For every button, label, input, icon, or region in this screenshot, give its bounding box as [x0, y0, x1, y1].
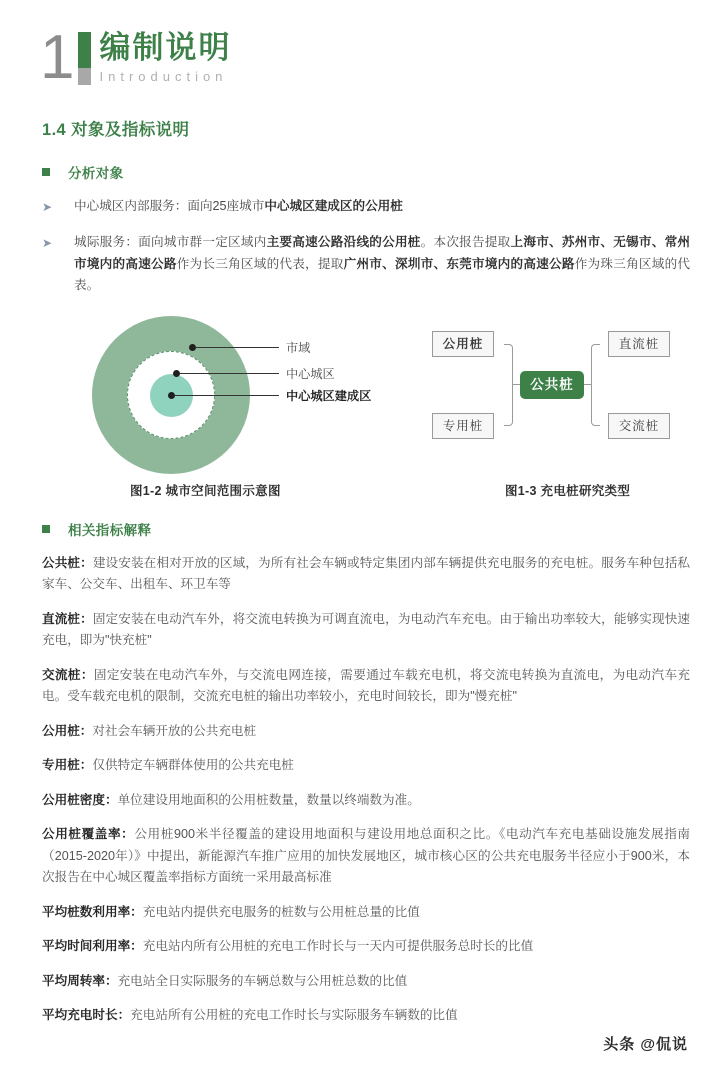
arrow-bullet-icon: ➤: [42, 200, 53, 214]
accent-bar-gray: [78, 68, 91, 85]
subheading-label: 分析对象: [68, 166, 124, 181]
chapter-number: 1: [40, 23, 73, 92]
brace-right: [591, 344, 600, 426]
figure-caption-1-3: 图1-3 充电桩研究类型: [505, 483, 631, 498]
definition-row: [42, 936, 690, 958]
brace-left: [504, 344, 513, 426]
definition-desc: 单位建设用地面积的公用桩数量，数量以终端数为准。: [117, 792, 420, 807]
definition-row: [42, 609, 690, 652]
figure-pile-type-diagram: [400, 313, 720, 478]
leader-label-3: 中心城区建成区: [286, 388, 372, 403]
definition-desc: 建设安装在相对开放的区域，为所有社会车辆或特定集团内部车辆提供充电服务的充电桩。服务车种包括私家车、公交车、出租车、环卫车等: [42, 555, 691, 591]
definition-desc: 充电站内所有公用桩的充电工作时长与一天内可提供服务总时长的比值: [142, 939, 534, 953]
definition-desc: 对社会车辆开放的公共充电桩: [92, 723, 257, 738]
list-item-text-1: 中心城区内部服务：面向25座城市中心城区建成区的公用桩: [74, 199, 403, 213]
connector-right: [584, 384, 591, 386]
node-dc-pile: 直流桩: [608, 331, 670, 357]
watermark: 头条 @侃说: [603, 1036, 688, 1053]
definition-term: 公共桩：: [42, 555, 93, 570]
subheading-indicator-explain: [42, 519, 690, 539]
definition-desc: 充电站全日实际服务的车辆总数与公用桩总数的比值: [117, 973, 408, 988]
definition-term: 公用桩覆盖率：: [42, 827, 135, 841]
definition-desc: 固定安装在电动汽车外，与交流电网连接，需要通过车载充电机，将交流电转换为直流电，为电动汽车充电。受车载充电机的限制，交流充电桩的输出功率较小，充电时间较长，即为"慢充桩": [42, 667, 691, 703]
definition-term: 平均时间利用率：: [42, 939, 143, 953]
definition-desc: 充电站所有公用桩的充电工作时长与实际服务车辆数的比值: [130, 1008, 458, 1022]
definition-desc: 充电站内提供充电服务的桩数与公用桩总量的比值: [142, 904, 420, 919]
subheading-analysis-object: [42, 162, 690, 182]
definition-row: [42, 665, 690, 708]
definition-row: [42, 553, 690, 596]
leader-line-1: [195, 347, 279, 348]
subheading-label: 相关指标解释: [68, 522, 152, 538]
definition-term: 公用桩密度：: [42, 792, 118, 807]
chapter-title-cn: 编制说明: [99, 30, 232, 65]
list-item: [42, 196, 690, 218]
definition-row: [42, 790, 690, 812]
figures-row: [30, 313, 690, 505]
figure-caption-1-2: 图1-2 城市空间范围示意图: [130, 483, 281, 498]
definition-term: 平均桩数利用率：: [42, 904, 143, 919]
definition-term: 平均周转率：: [42, 973, 118, 988]
leader-line-3: [174, 395, 279, 396]
definition-desc: 公用桩900米半径覆盖的建设用地面积与建设用地总面积之比。《电动汽车充电基础设施发展指南（2015-2020年）》中提出，新能源汽车推广应用的加快发展地区，城市核心区的公共充电服务半径应小于900米，本次报告在中心城区覆盖率指标方面统一采用最高标准: [42, 827, 690, 884]
accent-bar-green: [78, 32, 91, 68]
definition-row: [42, 1005, 690, 1027]
definition-row: [42, 902, 690, 924]
definition-term: 平均充电时长：: [42, 1008, 131, 1022]
list-item: [42, 232, 690, 297]
leader-label-1: 市域: [286, 340, 311, 355]
node-ac-pile: 交流桩: [608, 413, 670, 439]
figure-city-space-diagram: [72, 313, 372, 478]
definition-term: 公用桩：: [42, 723, 93, 738]
definition-term: 直流桩：: [42, 611, 93, 626]
definition-row: [42, 755, 690, 777]
connector-left: [513, 384, 520, 386]
chapter-title-group: [99, 30, 231, 86]
node-public-pile-center: 公共桩: [520, 371, 584, 399]
leader-line-2: [179, 373, 279, 374]
section-heading: 1.4 对象及指标说明: [42, 121, 190, 139]
square-bullet-icon: [42, 168, 50, 176]
node-dedicated-pile: 专用桩: [432, 413, 494, 439]
definition-list: [30, 553, 690, 1027]
chapter-header: [30, 23, 690, 106]
chapter-title-en: Introduction: [99, 69, 228, 84]
arrow-bullet-icon: ➤: [42, 236, 53, 250]
list-item-text-2: 城际服务：面向城市群一定区域内主要高速公路沿线的公用桩。本次报告提取上海市、苏州市、无锡市、常州市境内的高速公路作为长三角区域的代表，提取广州市、深圳市、东莞市境内的高速公路作为珠三角区域的代表。: [74, 235, 691, 292]
definition-row: [42, 971, 690, 993]
definition-term: 交流桩：: [42, 667, 94, 682]
definition-desc: 仅供特定车辆群体使用的公共充电桩: [92, 758, 294, 772]
document-page: [0, 23, 720, 1068]
square-bullet-icon: [42, 525, 50, 533]
definition-row: [42, 824, 690, 889]
definition-term: 专用桩：: [42, 758, 93, 772]
node-public-use-pile: 公用桩: [432, 331, 494, 357]
definition-row: [42, 721, 690, 743]
chapter-accent-bars: [78, 32, 91, 85]
leader-label-2: 中心城区: [286, 366, 335, 381]
definition-desc: 固定安装在电动汽车外，将交流电转换为可调直流电，为电动汽车充电。由于输出功率较大，能够实现快速充电，即为"快充桩": [42, 611, 691, 647]
